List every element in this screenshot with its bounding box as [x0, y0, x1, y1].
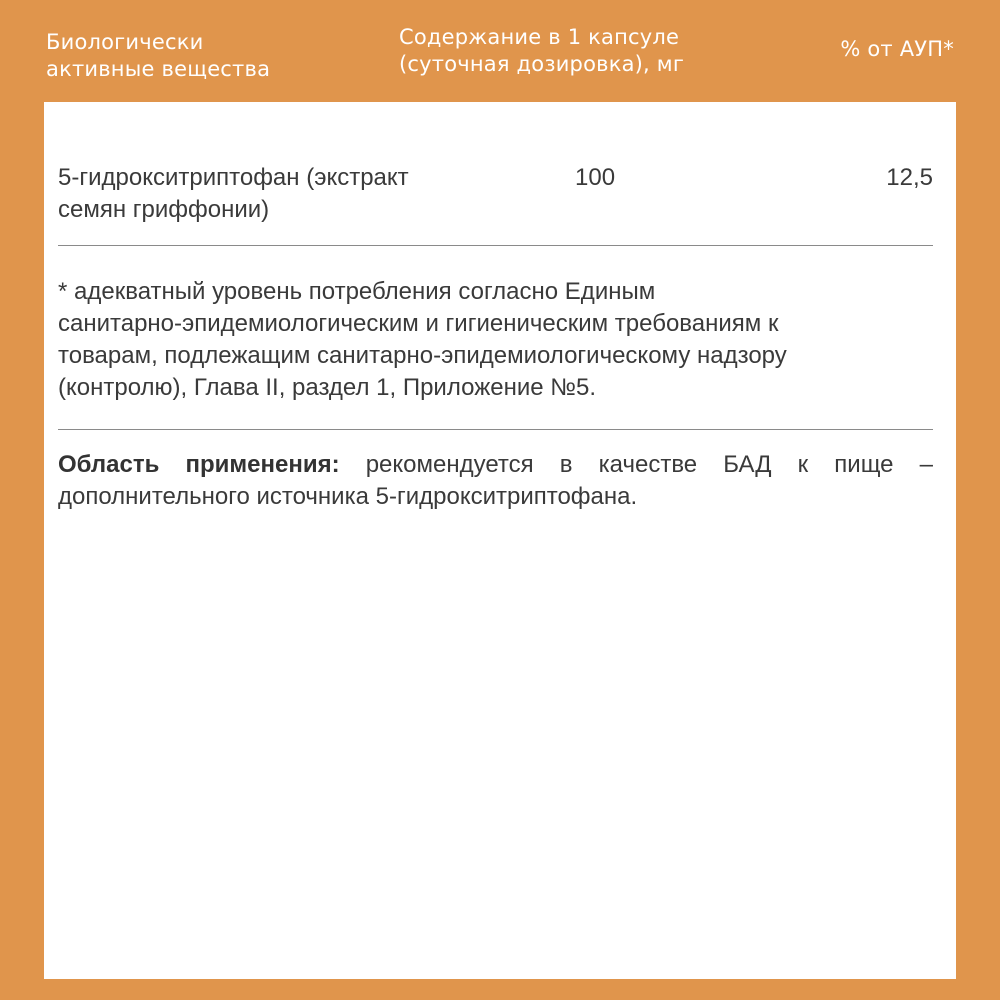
- substance-percent: 12,5: [886, 164, 933, 191]
- header-substances: [46, 29, 270, 83]
- header-substances-line1: Биологически: [46, 30, 204, 54]
- footnote-line2: санитарно-эпидемиологическим и гигиеническим требованиям к: [58, 310, 779, 337]
- substance-name-line1: 5-гидрокситриптофан (экстракт: [58, 164, 409, 191]
- usage-text-line1: рекомендуется в качестве БАД к пище –: [339, 451, 933, 478]
- substance-dose: 100: [575, 164, 616, 191]
- usage-line1: [58, 449, 933, 481]
- header-percent-aup: [840, 36, 954, 63]
- usage-text-line2: дополнительного источника 5-гидрокситриптофана.: [58, 483, 638, 510]
- substance-name-line2: семян гриффонии): [58, 196, 270, 223]
- header-content-line1: Содержание в 1 капсуле: [399, 25, 680, 49]
- header-content-line2: (суточная дозировка), мг: [399, 52, 685, 76]
- header-substances-line2: активные вещества: [46, 57, 271, 81]
- divider: [58, 245, 933, 246]
- substance-name: [58, 162, 478, 226]
- footnote-line4: (контролю), Глава II, раздел 1, Приложение №5.: [58, 374, 597, 401]
- table-header: [0, 0, 1000, 102]
- divider: [58, 429, 933, 430]
- content-panel: [44, 102, 956, 979]
- usage-section: [58, 449, 933, 513]
- header-content-per-capsule: [399, 24, 684, 78]
- footnote-line3: товарам, подлежащим санитарно-эпидемиологическому надзору: [58, 342, 787, 369]
- usage-label: Область применения:: [58, 451, 340, 478]
- table-row: [58, 162, 933, 242]
- header-percent-line: % от АУП*: [840, 37, 954, 61]
- footnote: [58, 276, 938, 404]
- footnote-line1: * адекватный уровень потребления согласно Единым: [58, 278, 656, 305]
